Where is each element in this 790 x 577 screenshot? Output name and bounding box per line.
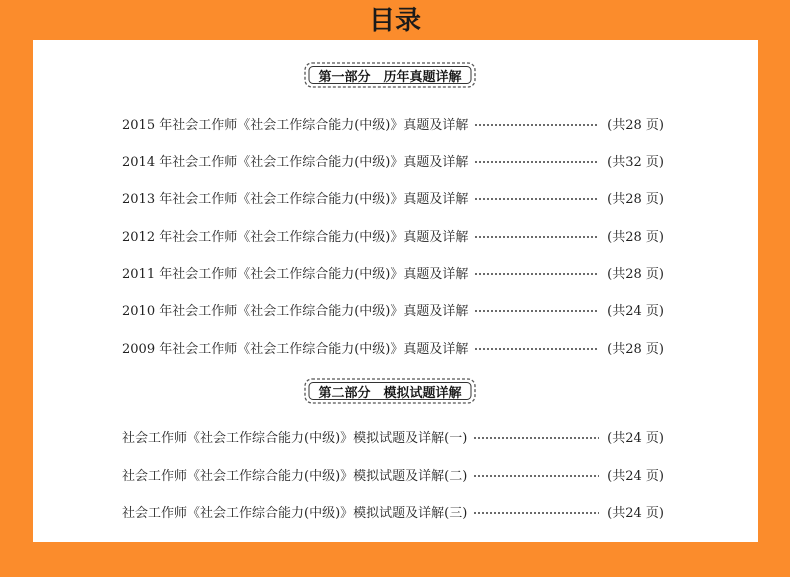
- toc-entry[interactable]: [122, 150, 664, 170]
- section-header-2: [302, 376, 478, 406]
- entry-title: 2013 年社会工作师《社会工作综合能力(中级)》真题及详解: [122, 191, 469, 207]
- leader-dots: [474, 124, 599, 126]
- leader-dots: [474, 348, 599, 350]
- toc-entry[interactable]: [122, 113, 664, 133]
- leader-dots: [474, 161, 599, 163]
- toc-entry[interactable]: [122, 337, 664, 357]
- toc-entry[interactable]: [122, 426, 664, 446]
- leader-dots: [474, 198, 599, 200]
- toc-entry[interactable]: [122, 501, 664, 521]
- entry-title: 2014 年社会工作师《社会工作综合能力(中级)》真题及详解: [122, 154, 469, 170]
- toc-entry[interactable]: [122, 262, 664, 282]
- leader-dots: [473, 437, 599, 439]
- leader-dots: [474, 273, 599, 275]
- entry-title: 社会工作师《社会工作综合能力(中级)》模拟试题及详解(一): [122, 430, 468, 446]
- entry-title: 2015 年社会工作师《社会工作综合能力(中级)》真题及详解: [122, 117, 469, 133]
- entry-pages: (共28 页): [607, 341, 664, 357]
- leader-dots: [474, 310, 599, 312]
- entry-title: 2009 年社会工作师《社会工作综合能力(中级)》真题及详解: [122, 341, 469, 357]
- toc-panel: [33, 40, 758, 542]
- entry-pages: (共28 页): [607, 229, 664, 245]
- leader-dots: [473, 512, 599, 514]
- entry-pages: (共24 页): [607, 303, 664, 319]
- page-title: 目录: [368, 6, 421, 36]
- section-heading-1: 第一部分 历年真题详解: [318, 69, 462, 85]
- entry-pages: (共28 页): [607, 191, 664, 207]
- entry-pages: (共28 页): [607, 117, 664, 133]
- entry-title: 社会工作师《社会工作综合能力(中级)》模拟试题及详解(二): [122, 468, 468, 484]
- toc-entry[interactable]: [122, 299, 664, 319]
- entry-title: 社会工作师《社会工作综合能力(中级)》模拟试题及详解(三): [122, 505, 468, 521]
- entry-pages: (共24 页): [607, 505, 664, 521]
- entry-pages: (共24 页): [607, 430, 664, 446]
- toc-entry[interactable]: [122, 187, 664, 207]
- entry-title: 2012 年社会工作师《社会工作综合能力(中级)》真题及详解: [122, 229, 469, 245]
- toc-entry[interactable]: [122, 464, 664, 484]
- entry-pages: (共32 页): [607, 154, 664, 170]
- entry-title: 2011 年社会工作师《社会工作综合能力(中级)》真题及详解: [122, 266, 469, 282]
- entry-title: 2010 年社会工作师《社会工作综合能力(中级)》真题及详解: [122, 303, 469, 319]
- toc-entry[interactable]: [122, 225, 664, 245]
- entry-pages: (共24 页): [607, 468, 664, 484]
- section-header-1: [302, 60, 478, 90]
- entry-pages: (共28 页): [607, 266, 664, 282]
- leader-dots: [474, 236, 599, 238]
- leader-dots: [473, 475, 599, 477]
- section-heading-2: 第二部分 模拟试题详解: [318, 385, 462, 401]
